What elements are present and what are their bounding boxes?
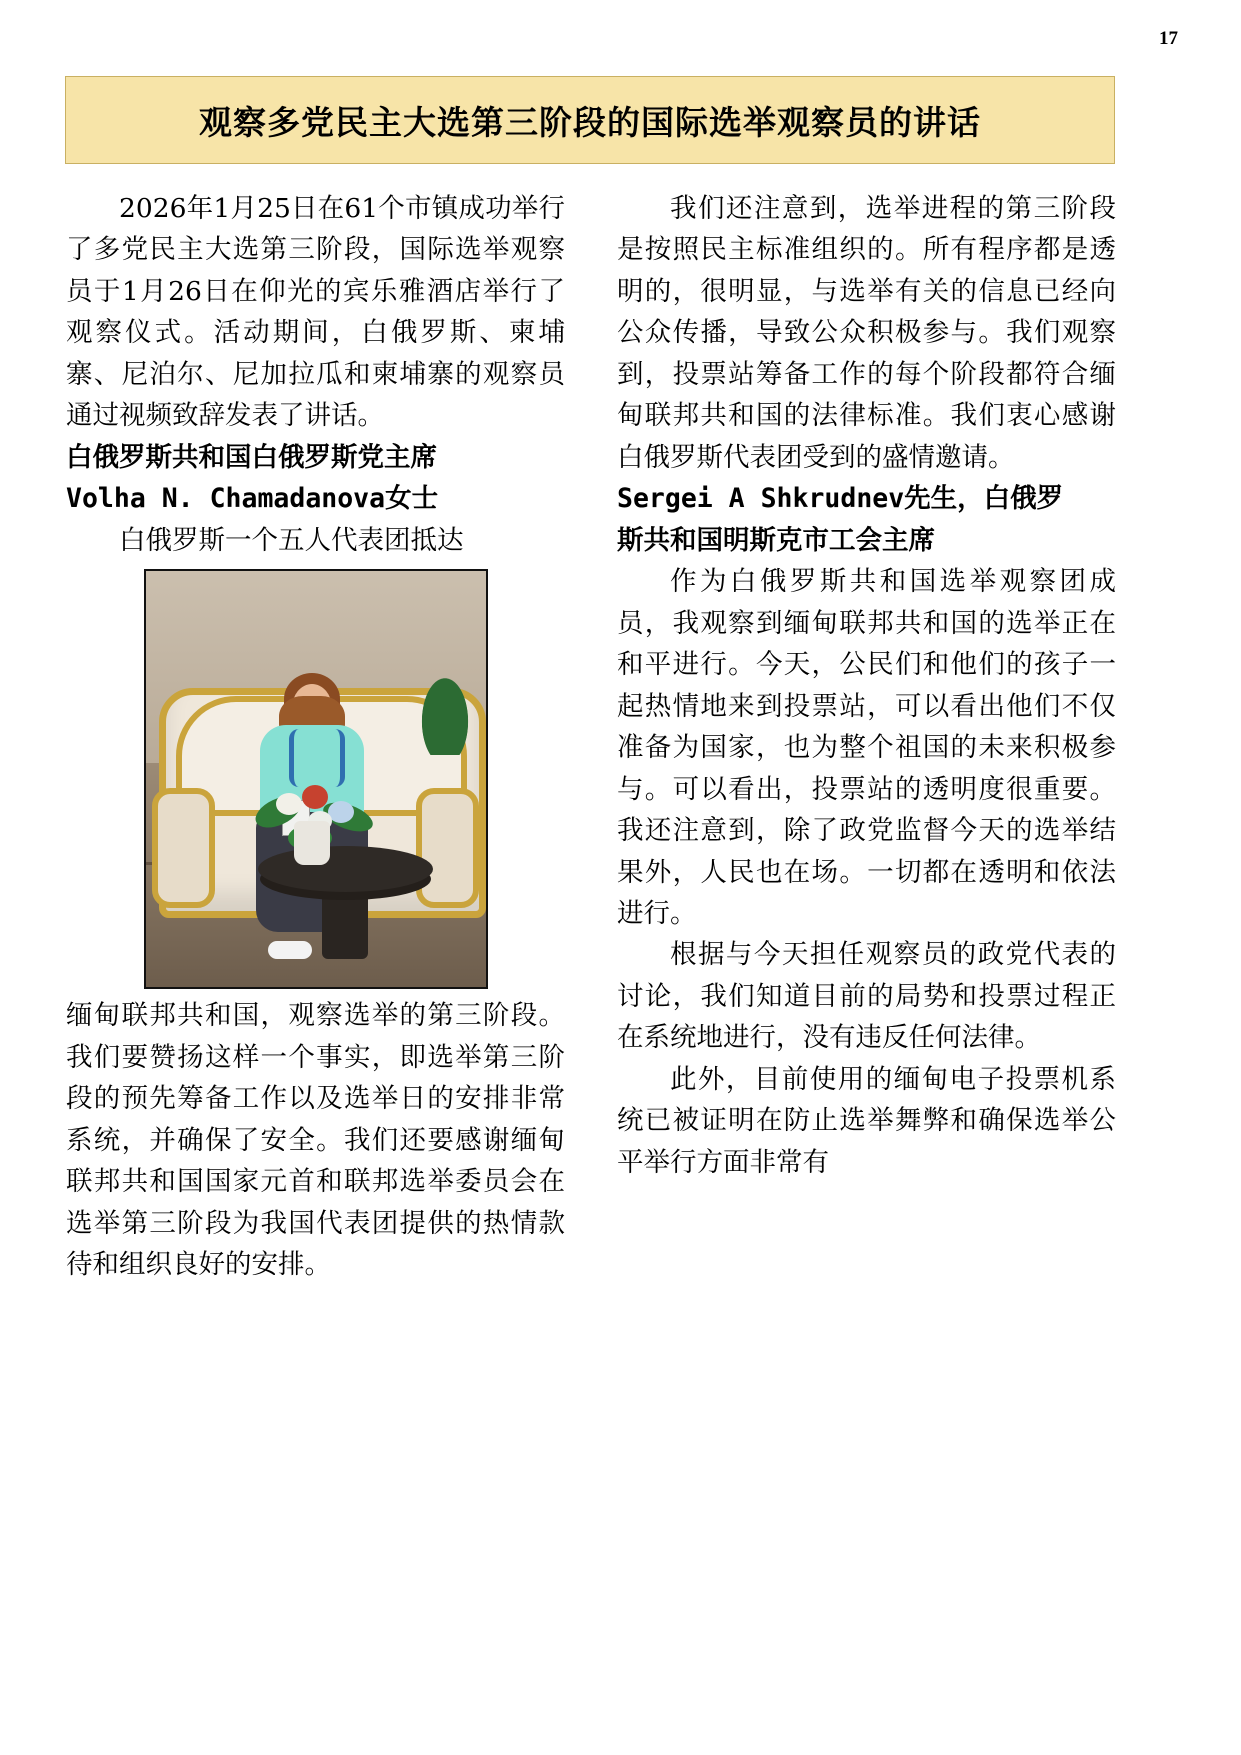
right-paragraph-4: 此外，目前使用的缅甸电子投票机系统已被证明在防止选举舞弊和确保选举公平举行方面非常有 (617, 1063, 1116, 1178)
right-paragraph-3: 根据与今天担任观察员的政党代表的讨论，我们知道目前的局势和投票过程正在系统地进行，没有违反任何法律。 (617, 939, 1116, 1054)
left-subheading-line-2: Volha N. Chamadanova女士 (66, 483, 439, 515)
article-columns (66, 188, 1116, 1286)
photo-vase (294, 821, 330, 865)
photo-flower-white (276, 793, 302, 815)
photo-figure (66, 569, 565, 989)
right-column (617, 188, 1116, 1286)
right-paragraph-2: 作为白俄罗斯共和国选举观察团成员，我观察到缅甸联邦共和国的选举正在和平进行。今天，公民们和他们的孩子一起热情地来到投票站，可以看出他们不仅准备为国家，也为整个祖国的未来积极参与。可以看出，投票站的透明度很重要。我还注意到，除了政党监督今天的选举结果外，人民也在场。一切都在透明和依法进行。 (617, 566, 1116, 929)
photo-plant (418, 671, 472, 755)
photo-flower-red (302, 785, 328, 809)
headline-banner (65, 76, 1115, 164)
right-subheading-line-2: 斯共和国明斯克市工会主席 (617, 524, 935, 556)
page-number: 17 (1159, 28, 1178, 49)
photo-sofa-arm-right (416, 788, 479, 908)
observer-photo (144, 569, 488, 989)
left-column (66, 188, 565, 1286)
photo-sofa-arm-left (152, 788, 215, 908)
right-paragraph-1: 我们还注意到，选举进程的第三阶段是按照民主标准组织的。所有程序都是透明的，很明显，与选举有关的信息已经向公众传播，导致公众积极参与。我们观察到，投票站筹备工作的每个阶段都符合缅甸联邦共和国的法律标准。我们衷心感谢白俄罗斯代表团受到的盛情邀请。 (617, 193, 1116, 473)
page-title: 观察多党民主大选第三阶段的国际选举观察员的讲话 (199, 102, 981, 142)
right-subheading-line-1: Sergei A Shkrudnev先生，白俄罗 (617, 483, 1064, 515)
left-subheading-line-1: 白俄罗斯共和国白俄罗斯党主席 (66, 441, 437, 473)
left-paragraph-2-lead: 白俄罗斯一个五人代表团抵达 (119, 524, 464, 556)
left-paragraph-2-continued: 缅甸联邦共和国，观察选举的第三阶段。我们要赞扬这样一个事实，即选举第三阶段的预先筹备工作以及选举日的安排非常系统，并确保了安全。我们还要感谢缅甸联邦共和国国家元首和联邦选举委员会在选举第三阶段为我国代表团提供的热情款待和组织良好的安排。 (66, 1000, 565, 1281)
left-paragraph-1: 2026年1月25日在61个市镇成功举行了多党民主大选第三阶段，国际选举观察员于1月26日在仰光的宾乐雅酒店举行了观察仪式。活动期间，白俄罗斯、柬埔寨、尼泊尔、尼加拉瓜和柬埔寨的观察员通过视频致辞发表了讲话。 (66, 193, 565, 432)
photo-coffee-table (258, 846, 433, 892)
photo-person-shoe (268, 941, 312, 959)
